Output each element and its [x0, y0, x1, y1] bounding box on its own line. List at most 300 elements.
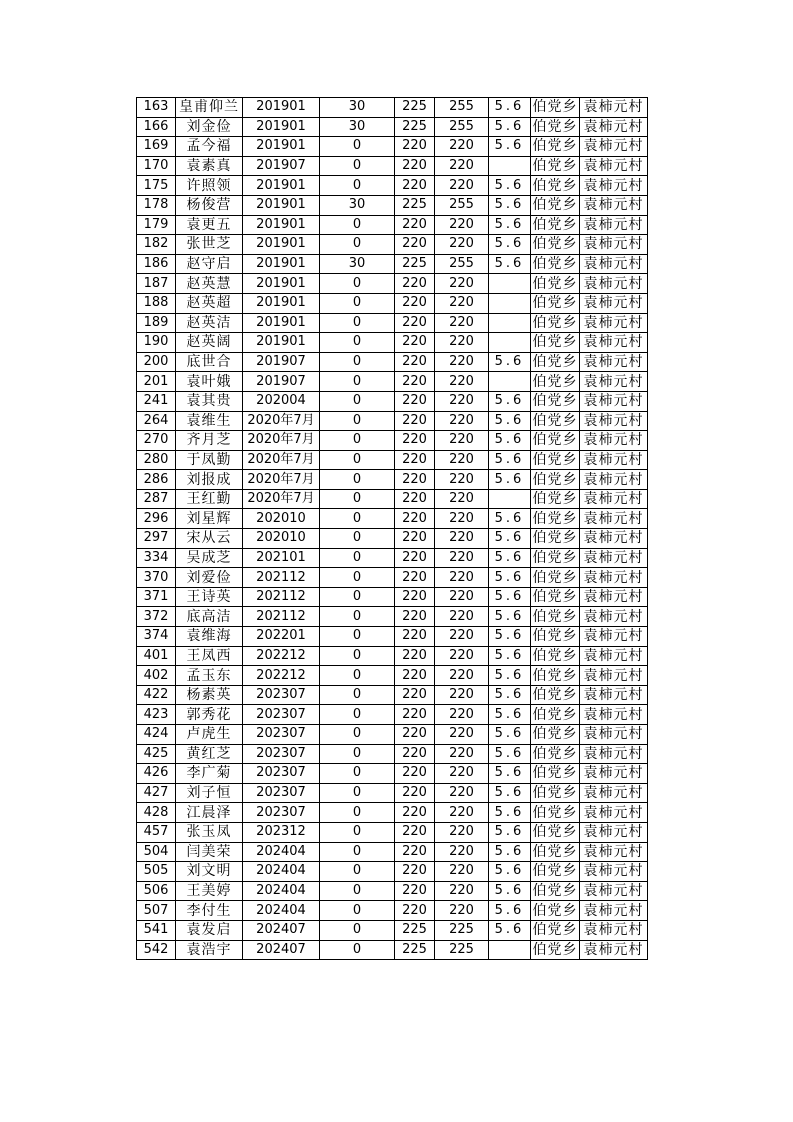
cell-a: 0: [320, 137, 395, 157]
cell-name: 袁更五: [176, 215, 243, 235]
table-row: [137, 431, 648, 451]
cell-b: 220: [395, 293, 435, 313]
cell-a: 0: [320, 333, 395, 353]
cell-name: 宋从云: [176, 529, 243, 549]
cell-date: 202010: [243, 529, 320, 549]
cell-village: 袁柿元村: [580, 529, 648, 549]
cell-id: 423: [137, 705, 176, 725]
cell-c: 220: [435, 607, 489, 627]
cell-name: 袁维海: [176, 627, 243, 647]
cell-village: 袁柿元村: [580, 254, 648, 274]
cell-date: 202404: [243, 842, 320, 862]
cell-id: 504: [137, 842, 176, 862]
cell-c: 220: [435, 568, 489, 588]
cell-id: 428: [137, 803, 176, 823]
cell-name: 赵英超: [176, 293, 243, 313]
cell-date: 2020年7月: [243, 411, 320, 431]
cell-a: 0: [320, 705, 395, 725]
cell-village: 袁柿元村: [580, 685, 648, 705]
cell-d: 5.6: [489, 822, 531, 842]
cell-b: 225: [395, 98, 435, 118]
cell-town: 伯党乡: [532, 706, 578, 723]
cell-b: 220: [395, 548, 435, 568]
cell-town: 伯党乡: [532, 765, 578, 782]
cell-name: 杨素英: [176, 685, 243, 705]
cell-d: 5.6: [489, 627, 531, 647]
cell-c: 220: [435, 235, 489, 255]
cell-name: 张玉凤: [176, 822, 243, 842]
table-row: [137, 568, 648, 588]
table-row: [137, 822, 648, 842]
cell-c: 220: [435, 705, 489, 725]
cell-date: 202307: [243, 783, 320, 803]
roster-table: [136, 97, 648, 960]
cell-c: 220: [435, 627, 489, 647]
cell-id: 190: [137, 333, 176, 353]
cell-name: 张世芝: [176, 235, 243, 255]
cell-d: 5.6: [489, 666, 531, 686]
cell-a: 0: [320, 862, 395, 882]
cell-d: 5.6: [489, 901, 531, 921]
cell-d: [489, 333, 531, 353]
cell-date: 202010: [243, 509, 320, 529]
cell-b: 220: [395, 235, 435, 255]
cell-d: 5.6: [489, 587, 531, 607]
table-row: [137, 333, 648, 353]
cell-id: 286: [137, 470, 176, 490]
cell-c: 220: [435, 391, 489, 411]
table-row: [137, 235, 648, 255]
cell-d: 5.6: [489, 705, 531, 725]
cell-a: 0: [320, 607, 395, 627]
cell-b: 220: [395, 822, 435, 842]
cell-date: 201901: [243, 215, 320, 235]
cell-c: 220: [435, 587, 489, 607]
cell-c: 220: [435, 156, 489, 176]
cell-village: 袁柿元村: [580, 783, 648, 803]
cell-date: 202312: [243, 822, 320, 842]
cell-a: 0: [320, 685, 395, 705]
cell-town: 伯党乡: [532, 745, 578, 762]
cell-name: 赵守启: [176, 254, 243, 274]
cell-village: 袁柿元村: [580, 117, 648, 137]
cell-id: 426: [137, 764, 176, 784]
cell-c: 220: [435, 646, 489, 666]
cell-name: 郭秀花: [176, 705, 243, 725]
cell-name: 赵英阔: [176, 333, 243, 353]
cell-town: 伯党乡: [532, 726, 578, 743]
table-row: [137, 705, 648, 725]
cell-town: 伯党乡: [532, 471, 578, 488]
cell-c: 220: [435, 333, 489, 353]
cell-c: 220: [435, 274, 489, 294]
cell-name: 袁其贵: [176, 391, 243, 411]
table-row: [137, 411, 648, 431]
cell-date: 2020年7月: [243, 450, 320, 470]
table-row: [137, 725, 648, 745]
cell-id: 507: [137, 901, 176, 921]
cell-village: 袁柿元村: [580, 548, 648, 568]
cell-name: 底高洁: [176, 607, 243, 627]
cell-c: 220: [435, 352, 489, 372]
cell-a: 0: [320, 156, 395, 176]
cell-date: 202404: [243, 862, 320, 882]
cell-c: 220: [435, 842, 489, 862]
cell-village: 袁柿元村: [580, 764, 648, 784]
cell-town: 伯党乡: [532, 628, 578, 645]
table-row: [137, 489, 648, 509]
cell-name: 刘金俭: [176, 117, 243, 137]
cell-id: 163: [137, 98, 176, 118]
cell-date: 202112: [243, 607, 320, 627]
cell-village: 袁柿元村: [580, 607, 648, 627]
cell-village: 袁柿元村: [580, 881, 648, 901]
table-row: [137, 862, 648, 882]
cell-d: [489, 293, 531, 313]
cell-id: 200: [137, 352, 176, 372]
cell-a: 0: [320, 920, 395, 940]
table-row: [137, 920, 648, 940]
cell-town: 伯党乡: [532, 432, 578, 449]
table-row: [137, 783, 648, 803]
cell-d: 5.6: [489, 783, 531, 803]
cell-id: 175: [137, 176, 176, 196]
cell-b: 220: [395, 705, 435, 725]
cell-b: 220: [395, 568, 435, 588]
cell-town: 伯党乡: [532, 275, 578, 292]
cell-c: 220: [435, 803, 489, 823]
cell-a: 0: [320, 842, 395, 862]
cell-name: 江晨泽: [176, 803, 243, 823]
cell-date: 2020年7月: [243, 470, 320, 490]
table-row: [137, 98, 648, 118]
cell-id: 170: [137, 156, 176, 176]
cell-date: 202212: [243, 646, 320, 666]
cell-date: 202004: [243, 391, 320, 411]
cell-c: 220: [435, 450, 489, 470]
cell-town: 伯党乡: [532, 589, 578, 606]
cell-id: 182: [137, 235, 176, 255]
table-row: [137, 313, 648, 333]
cell-c: 220: [435, 548, 489, 568]
cell-name: 王美婷: [176, 881, 243, 901]
cell-b: 220: [395, 627, 435, 647]
cell-village: 袁柿元村: [580, 725, 648, 745]
cell-c: 220: [435, 313, 489, 333]
cell-id: 425: [137, 744, 176, 764]
cell-town: 伯党乡: [532, 216, 578, 233]
cell-village: 袁柿元村: [580, 822, 648, 842]
cell-b: 220: [395, 333, 435, 353]
cell-b: 220: [395, 450, 435, 470]
cell-c: 220: [435, 881, 489, 901]
cell-name: 袁素真: [176, 156, 243, 176]
cell-a: 30: [320, 195, 395, 215]
table-row: [137, 391, 648, 411]
cell-id: 296: [137, 509, 176, 529]
cell-name: 于凤勤: [176, 450, 243, 470]
table-row: [137, 685, 648, 705]
cell-date: 201901: [243, 313, 320, 333]
roster-table-body: [137, 98, 648, 960]
cell-c: 220: [435, 822, 489, 842]
cell-village: 袁柿元村: [580, 293, 648, 313]
cell-village: 袁柿元村: [580, 372, 648, 392]
cell-name: 刘报成: [176, 470, 243, 490]
cell-village: 袁柿元村: [580, 568, 648, 588]
cell-c: 220: [435, 431, 489, 451]
table-row: [137, 842, 648, 862]
cell-date: 202404: [243, 881, 320, 901]
table-row: [137, 764, 648, 784]
cell-town: 伯党乡: [532, 569, 578, 586]
cell-d: 5.6: [489, 431, 531, 451]
cell-d: [489, 489, 531, 509]
cell-town: 伯党乡: [532, 354, 578, 371]
cell-a: 0: [320, 313, 395, 333]
cell-d: [489, 313, 531, 333]
cell-b: 220: [395, 607, 435, 627]
cell-date: 202112: [243, 568, 320, 588]
cell-b: 220: [395, 881, 435, 901]
cell-d: 5.6: [489, 176, 531, 196]
cell-name: 刘子恒: [176, 783, 243, 803]
cell-date: 202307: [243, 685, 320, 705]
cell-date: 201901: [243, 117, 320, 137]
table-row: [137, 881, 648, 901]
cell-b: 220: [395, 313, 435, 333]
cell-d: 5.6: [489, 411, 531, 431]
cell-date: 202307: [243, 803, 320, 823]
cell-village: 袁柿元村: [580, 137, 648, 157]
cell-village: 袁柿元村: [580, 470, 648, 490]
cell-village: 袁柿元村: [580, 215, 648, 235]
cell-town: 伯党乡: [532, 393, 578, 410]
cell-a: 0: [320, 548, 395, 568]
cell-village: 袁柿元村: [580, 509, 648, 529]
cell-a: 0: [320, 940, 395, 960]
cell-id: 457: [137, 822, 176, 842]
cell-id: 506: [137, 881, 176, 901]
cell-name: 赵英洁: [176, 313, 243, 333]
cell-c: 225: [435, 940, 489, 960]
cell-town: 伯党乡: [532, 451, 578, 468]
cell-c: 255: [435, 254, 489, 274]
cell-d: 5.6: [489, 881, 531, 901]
cell-a: 0: [320, 235, 395, 255]
cell-b: 220: [395, 744, 435, 764]
cell-a: 0: [320, 783, 395, 803]
cell-id: 270: [137, 431, 176, 451]
cell-name: 闫美荣: [176, 842, 243, 862]
cell-b: 225: [395, 117, 435, 137]
cell-a: 0: [320, 725, 395, 745]
table-row: [137, 529, 648, 549]
cell-village: 袁柿元村: [580, 803, 648, 823]
cell-b: 220: [395, 725, 435, 745]
cell-id: 401: [137, 646, 176, 666]
cell-town: 伯党乡: [532, 647, 578, 664]
cell-c: 220: [435, 764, 489, 784]
cell-b: 220: [395, 842, 435, 862]
cell-date: 202307: [243, 744, 320, 764]
cell-id: 427: [137, 783, 176, 803]
cell-name: 袁浩宇: [176, 940, 243, 960]
cell-d: [489, 940, 531, 960]
cell-town: 伯党乡: [532, 922, 578, 939]
cell-name: 袁维生: [176, 411, 243, 431]
cell-name: 李付生: [176, 901, 243, 921]
cell-d: 5.6: [489, 529, 531, 549]
cell-a: 30: [320, 117, 395, 137]
cell-name: 王凤西: [176, 646, 243, 666]
cell-town: 伯党乡: [532, 256, 578, 273]
table-row: [137, 176, 648, 196]
table-row: [137, 627, 648, 647]
cell-d: 5.6: [489, 215, 531, 235]
cell-a: 0: [320, 529, 395, 549]
cell-name: 底世合: [176, 352, 243, 372]
cell-d: 5.6: [489, 764, 531, 784]
table-row: [137, 901, 648, 921]
cell-town: 伯党乡: [532, 687, 578, 704]
cell-a: 30: [320, 98, 395, 118]
cell-date: 201907: [243, 352, 320, 372]
cell-date: 201901: [243, 293, 320, 313]
cell-c: 220: [435, 411, 489, 431]
cell-c: 220: [435, 725, 489, 745]
cell-c: 220: [435, 293, 489, 313]
cell-a: 0: [320, 587, 395, 607]
cell-date: 202112: [243, 587, 320, 607]
cell-id: 374: [137, 627, 176, 647]
table-row: [137, 117, 648, 137]
cell-id: 334: [137, 548, 176, 568]
cell-c: 220: [435, 666, 489, 686]
cell-village: 袁柿元村: [580, 450, 648, 470]
cell-d: 5.6: [489, 117, 531, 137]
cell-town: 伯党乡: [532, 608, 578, 625]
cell-a: 0: [320, 901, 395, 921]
cell-town: 伯党乡: [532, 883, 578, 900]
cell-name: 孟玉东: [176, 666, 243, 686]
cell-name: 许照领: [176, 176, 243, 196]
cell-village: 袁柿元村: [580, 646, 648, 666]
cell-name: 袁叶娥: [176, 372, 243, 392]
cell-village: 袁柿元村: [580, 352, 648, 372]
cell-village: 袁柿元村: [580, 333, 648, 353]
cell-a: 0: [320, 176, 395, 196]
cell-id: 187: [137, 274, 176, 294]
cell-d: 5.6: [489, 137, 531, 157]
cell-b: 220: [395, 411, 435, 431]
cell-town: 伯党乡: [532, 412, 578, 429]
cell-d: 5.6: [489, 98, 531, 118]
table-row: [137, 607, 648, 627]
cell-b: 220: [395, 764, 435, 784]
cell-town: 伯党乡: [532, 863, 578, 880]
table-row: [137, 646, 648, 666]
cell-village: 袁柿元村: [580, 391, 648, 411]
cell-town: 伯党乡: [532, 99, 578, 116]
cell-name: 吴成芝: [176, 548, 243, 568]
cell-town: 伯党乡: [532, 530, 578, 547]
cell-name: 赵英慧: [176, 274, 243, 294]
cell-date: 201901: [243, 254, 320, 274]
cell-b: 220: [395, 431, 435, 451]
table-row: [137, 372, 648, 392]
cell-id: 241: [137, 391, 176, 411]
cell-d: 5.6: [489, 685, 531, 705]
cell-c: 220: [435, 744, 489, 764]
table-row: [137, 156, 648, 176]
cell-c: 220: [435, 489, 489, 509]
cell-c: 220: [435, 862, 489, 882]
cell-id: 166: [137, 117, 176, 137]
cell-date: 201901: [243, 137, 320, 157]
cell-id: 505: [137, 862, 176, 882]
cell-d: 5.6: [489, 862, 531, 882]
cell-town: 伯党乡: [532, 314, 578, 331]
cell-town: 伯党乡: [532, 334, 578, 351]
cell-a: 0: [320, 568, 395, 588]
cell-d: 5.6: [489, 470, 531, 490]
table-row: [137, 470, 648, 490]
cell-town: 伯党乡: [532, 843, 578, 860]
cell-d: 5.6: [489, 254, 531, 274]
cell-id: 264: [137, 411, 176, 431]
cell-town: 伯党乡: [532, 491, 578, 508]
cell-name: 皇甫仰兰: [176, 98, 243, 118]
cell-a: 0: [320, 352, 395, 372]
cell-d: 5.6: [489, 607, 531, 627]
cell-town: 伯党乡: [532, 824, 578, 841]
table-row: [137, 587, 648, 607]
cell-date: 2020年7月: [243, 431, 320, 451]
table-row: [137, 215, 648, 235]
cell-town: 伯党乡: [532, 138, 578, 155]
cell-name: 刘星辉: [176, 509, 243, 529]
cell-village: 袁柿元村: [580, 587, 648, 607]
cell-a: 0: [320, 744, 395, 764]
cell-town: 伯党乡: [532, 118, 578, 135]
cell-a: 0: [320, 411, 395, 431]
cell-date: 202307: [243, 705, 320, 725]
cell-a: 0: [320, 431, 395, 451]
cell-c: 220: [435, 509, 489, 529]
cell-a: 0: [320, 274, 395, 294]
cell-date: 202212: [243, 666, 320, 686]
cell-date: 202201: [243, 627, 320, 647]
cell-b: 220: [395, 215, 435, 235]
cell-village: 袁柿元村: [580, 842, 648, 862]
cell-name: 刘文明: [176, 862, 243, 882]
cell-b: 220: [395, 372, 435, 392]
cell-a: 0: [320, 293, 395, 313]
cell-town: 伯党乡: [532, 197, 578, 214]
cell-c: 255: [435, 98, 489, 118]
cell-d: 5.6: [489, 235, 531, 255]
cell-village: 袁柿元村: [580, 176, 648, 196]
cell-town: 伯党乡: [532, 236, 578, 253]
cell-id: 188: [137, 293, 176, 313]
cell-b: 220: [395, 176, 435, 196]
cell-town: 伯党乡: [532, 941, 578, 958]
cell-date: 201901: [243, 235, 320, 255]
table-row: [137, 352, 648, 372]
cell-b: 220: [395, 783, 435, 803]
cell-village: 袁柿元村: [580, 666, 648, 686]
